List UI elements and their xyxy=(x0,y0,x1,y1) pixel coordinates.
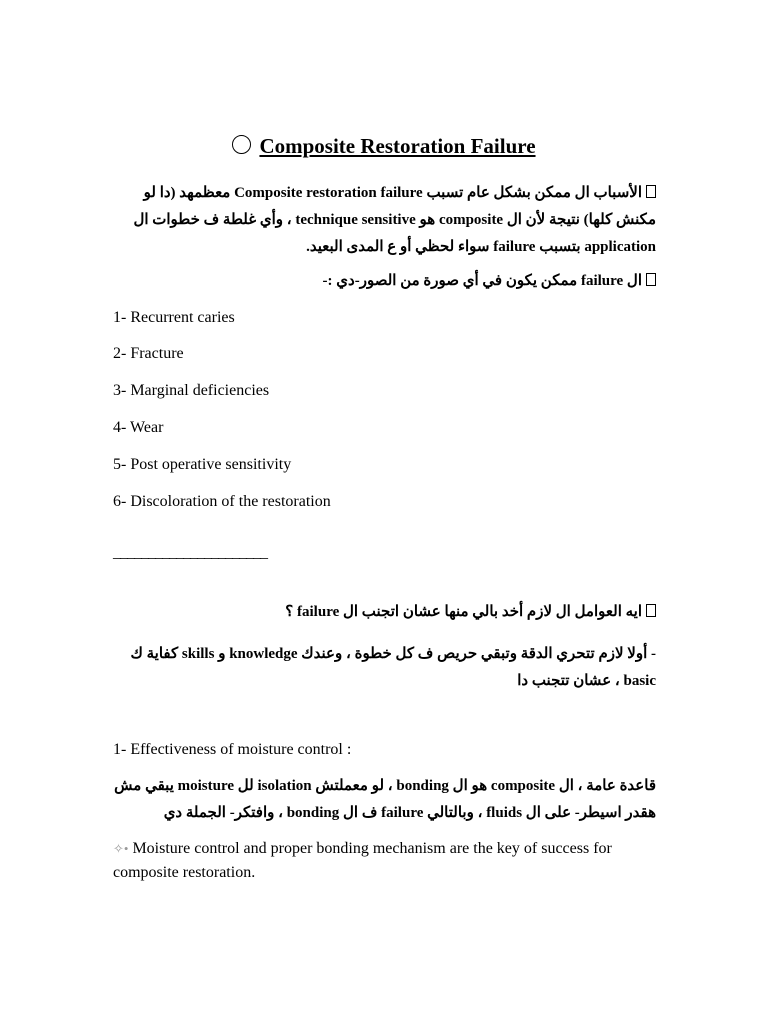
list-item: 2- Fracture xyxy=(113,345,184,362)
list-item: 4- Wear xyxy=(113,419,164,436)
circle-bullet-icon xyxy=(232,135,251,154)
failure-forms-paragraph: ال failure ممكن يكون في أي صورة من الصور-دي :- xyxy=(111,268,656,295)
box-bullet-icon xyxy=(646,604,656,617)
factor-1-paragraph: قاعدة عامة ، ال composite هو ال bonding ، لو معملتش isolation لل moisture يبقي مش هقدر اسيطر- على ال fluids ، وبالتالي failure ف ال bonding ، وافتكر- الجملة دي xyxy=(114,778,656,821)
box-bullet-icon xyxy=(646,185,656,198)
sparkle-icon: ✧• xyxy=(113,841,129,856)
box-bullet-icon xyxy=(646,273,656,286)
factor-1-heading: 1- Effectiveness of moisture control : xyxy=(113,741,352,758)
factors-intro: - أولا لازم تتحري الدقة وتبقي حريص ف كل خطوة ، وعندك knowledge و skills كفاية ك basic ، عشان تتجنب دا xyxy=(130,646,656,689)
separator-line: ______________________ xyxy=(113,544,267,561)
key-point xyxy=(113,837,658,885)
list-item: 5- Post operative sensitivity xyxy=(113,456,292,473)
intro-paragraph: الأسباب ال ممكن بشكل عام تسبب Composite restoration failure معظمهد (دا لو مكنش كلها) نتيجة لأن ال composite هو technique sensitive ، وأي غلطة ف خطوات ال application بتسبب failure سواء لحظي أو ع المدى البعيد. xyxy=(133,185,656,255)
key-point-text: Moisture control and proper bonding mechanism are the key of success for composite restoration. xyxy=(113,840,612,881)
list-item: 1- Recurrent caries xyxy=(113,309,235,326)
page-title xyxy=(0,134,768,159)
factors-question: ايه العوامل ال لازم أخد بالي منها عشان اتجنب ال failure ؟ xyxy=(111,599,656,626)
list-item: 3- Marginal deficiencies xyxy=(113,382,270,399)
list-item: 6- Discoloration of the restoration xyxy=(113,493,331,510)
title-text: Composite Restoration Failure xyxy=(259,134,536,158)
